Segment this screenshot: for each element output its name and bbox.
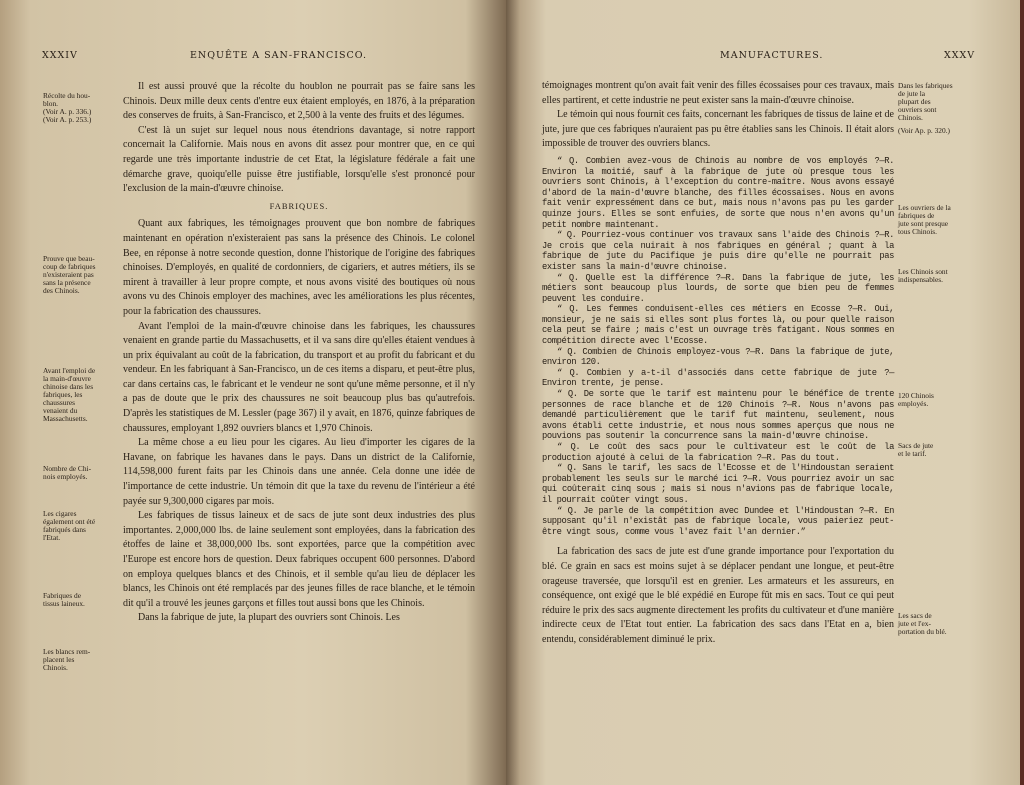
left-body — [123, 80, 475, 626]
quote-paragraph: “ Q. Le coût des sacs pour le cultivateur est le coût de la production ajouté à celui de la fabrication ?—R. Pas du tout. — [542, 442, 894, 463]
margin-note: Prouve que beau- coup de fabriques n'existeraient pas sans la présence des Chinois. — [43, 254, 96, 295]
paragraph: Il est aussi prouvé que la récolte du houblon ne pourrait pas se faire sans les Chinois. Deux mille deux cents d'entre eux étaient employés, en 1876, à la préparation des conserves de fruits, à San-Francisco, et 2,500 à la vente des fruits et des légumes. — [123, 81, 475, 122]
margin-note: Sacs de jute et le tarif. — [898, 441, 934, 458]
quote-paragraph: “ Q. Quelle est la différence ?—R. Dans la fabrique de jute, les métiers sont beaucoup plus lourds, de sorte que bien peu de femmes peuvent les conduire. — [542, 272, 894, 304]
paragraph: La même chose a eu lieu pour les cigares. Au lieu d'importer les cigares de la Havane, on fabrique les havanes dans le pays. Dans un district de la Californie, 114,598,000 furent faits par les Chinois dans une année. Cela donne une idée de l'importance de cette industrie. Un témoin dit que la taxe du revenu de l'intérieur a été payée sur 9,300,000 cigares par mois. — [123, 437, 475, 507]
paragraph: Avant l'emploi de la main-d'œuvre chinoise dans les fabriques, les chaussures venaient en grande partie du Massachusetts, et il va sans dire qu'elles étaient vendues à un prix équivalant au coût de la fabrication, du transport et au profit du fabricant et du vendeur. En les fabriquant à San-Francisco, un de ces items a disparu, et peut-être plus, car dans certains cas, le fabricant et le vendeur ne sont qu'une même personne, et il n'y a pas de doute que le prix des chaussures ne soit beaucoup plus bas qu'autrefois. D'après les statistiques de M. Lessler (page 367) il y avait, en 1876, quinze fabriques de chaussures, employant 1,892 ouvriers blancs et 1,970 Chinois. — [123, 320, 475, 434]
margin-note: Les cigares également ont été fabriqués dans l'Etat. — [43, 509, 96, 542]
quote-paragraph: “ Q. Je parle de la compétition avec Dundee et l'Hindoustan ?—R. En supposant qu'il n'existât pas de fabrique locale, vous paieriez peut-être vingt sous, comme vous l'avez fait l'an dernier.” — [542, 505, 894, 537]
margin-note: Les Chinois sont indispensables. — [898, 267, 948, 284]
margin-note: Dans les fabriques de jute la plupart des ouvriers sont Chinois. — [898, 81, 953, 122]
margin-note: Les blancs rem- placent les Chinois. — [43, 647, 91, 672]
margin-note: 120 Chinois employés. — [898, 391, 934, 408]
quote-paragraph: “ Q. De sorte que le tarif est maintenu pour le bénéfice de trente personnes de race blanche et de 120 Chinois ?—R. Nous n'avons pas demandé particulièrement que le tarif fut maintenu, seulement, nous avons établi cette industrie, et nous nous sommes aperçus que nous ne pouvions pas soutenir la concurrence sans la main-d'œuvre chinoise. — [542, 389, 894, 442]
margin-note: Les ouvriers de la fabriques de jute sont presque tous Chinois. — [898, 203, 951, 236]
left-page — [0, 0, 506, 785]
quote-paragraph: “ Q. Sans le tarif, les sacs de l'Ecosse et de l'Hindoustan seraient probablement les seuls sur le marché ici ?—R. Vous pourriez avoir un sac qui coûterait cinq sous ; mais si nous n'avions pas de fabrique locale, il pourrait coûter vingt sous. — [542, 463, 894, 505]
paragraph: Quant aux fabriques, les témoignages prouvent que bon nombre de fabriques maintenant en opération n'existeraient pas sans la présence des Chinois. Le colonel Bee, en réponse à notre seconde question, donne l'historique de l'origine des fabriques chinoises. D'employés, en qualité de cordonniers, de cigariers, et autres métiers, ils se mirent à travailler à leur propre compte, et nous avons visité des boutiques où nous avons vu des Chinois employer des machines, avec les améliorations les plus récentes, pour la fabrication des chaussures. — [123, 218, 475, 317]
paragraph: Le témoin qui nous fournit ces faits, concernant les fabriques de tissus de laine et de jute, jure que ces fabriques n'auraient pas pu être établies sans les Chinois. Il était alors impossible de trouver des ouvriers blancs. — [542, 109, 894, 150]
left-running-head: ENQUÊTE A SAN-FRANCISCO. — [190, 50, 368, 61]
section-heading: FABRIQUES. — [269, 200, 329, 211]
margin-note: Avant l'emploi de la main-d'œuvre chinoise dans les fabriques, les chaussures venaient du Massachusetts. — [43, 366, 96, 423]
margin-note: Fabriques de tissus laineux. — [43, 591, 85, 608]
margin-note: (Voir Ap. p. 320.) — [898, 126, 951, 135]
quote-paragraph: “ Q. Combien avez-vous de Chinois au nombre de vos employés ?—R. Environ la moitié, sauf à la fabrique de jute où presque tous les ouvriers sont Chinois, à l'exception du contre-maître. Nous avons essayé d'abord de la main-d'œuvre blanche, des filles écossaises. Nous en avons fait venir expressément dans ce but, mais nous n'avons pas pu les garder quinze jours. Elles se sont enfuies, de sorte que nous n'en avons qu'un petit nombre maintenant. — [542, 155, 894, 230]
right-page-number: XXXV — [944, 50, 976, 61]
paragraph: témoignages montrent qu'on avait fait venir des filles écossaises pour ces travaux, mais elles partirent, et cette industrie ne peut exister sans la main-d'œuvre chinoise. — [542, 80, 894, 106]
paragraph: La fabrication des sacs de jute est d'une grande importance pour l'exportation du blé. Ce grain en sacs est moins sujet à se déplacer pendant une longue, et peut-être orageuse traversée, que lorsqu'il est en grenier. Les armateurs et les assureurs, en conséquence, ont exigé que le blé expédié en Europe fût mis en sacs. Tout ce qui peut réduire le prix des sacs augmente directement les profits du cultivateur et d'une manière indirecte ceux de l'Etat tout entier. La fabrication des sacs dans l'Etat en a, bien entendu, considérablement diminué le prix. — [542, 546, 894, 645]
quote-paragraph: “ Q. Combien de Chinois employez-vous ?—R. Dans la fabrique de jute, environ 120. — [542, 346, 894, 368]
margin-note: Récolte du hou- blon. (Voir A. p. 336.) (Voir A. p. 253.) — [43, 91, 92, 124]
paragraph: C'est là un sujet sur lequel nous nous étendrions davantage, si notre rapport concernait la Californie. Mais nous en avons dit assez pour montrer que, en ce qui regarde une très importante industrie de cet Etat, la législature fédérale a fait une démarche grave, quoiqu'elle puisse être justifiable, lorsqu'elle s'est prononcé pour l'exclusion de la main-d'œuvre chinoise. — [123, 124, 475, 195]
left-page-number: XXXIV — [42, 50, 78, 61]
right-body — [542, 79, 894, 648]
margin-note: Les sacs de jute et l'ex- portation du blé. — [898, 611, 947, 636]
right-page — [506, 0, 1020, 785]
quote-paragraph: “ Q. Combien y a-t-il d'associés dans cette fabrique de jute ?—Environ trente, je pense. — [542, 367, 894, 389]
paragraph: Dans la fabrique de jute, la plupart des ouvriers sont Chinois. Les — [138, 612, 400, 624]
right-running-head: MANUFACTURES. — [720, 50, 824, 61]
quote-paragraph: “ Q. Pourriez-vous continuer vos travaux sans l'aide des Chinois ?—R. Je crois que cela nuirait à nos fabriques en général ; quant à la fabrique de jute du Pacifique je puis dire qu'elle ne pourrait pas exister sans la main-d'œuvre chinoise. — [542, 230, 894, 272]
margin-note: Nombre de Chi- nois employés. — [43, 464, 92, 481]
paragraph: Les fabriques de tissus laineux et de sacs de jute sont deux industries des plus importantes. 2,000,000 lbs. de laine seulement sont employées, dans la fabrication des étoffes de laine et 38,000,000 lbs. sont exportées, parce que la compétition avec l'Europe est encore hors de question. Deux fabriques occupent 600 personnes. D'abord on employa quelques blancs et des Chinois, et il semble qu'au lieu de déplacer les blancs, les Chinois ont été remplacés par des jeunes filles de race blanche, et le témoin dit qu'il a trouvé les jeunes garçons et filles tout aussi bons que les Chinois. — [123, 510, 475, 609]
book-cover-edge — [1020, 0, 1024, 785]
quote-paragraph: “ Q. Les femmes conduisent-elles ces métiers en Ecosse ?—R. Oui, monsieur, je ne sais si elles sont plus fortes là, ou pour quelle raison cela peut se faire ; mais c'est un ouvrage très fatigant. Nous sommes en compétition directe avec l'Ecosse. — [542, 304, 894, 347]
